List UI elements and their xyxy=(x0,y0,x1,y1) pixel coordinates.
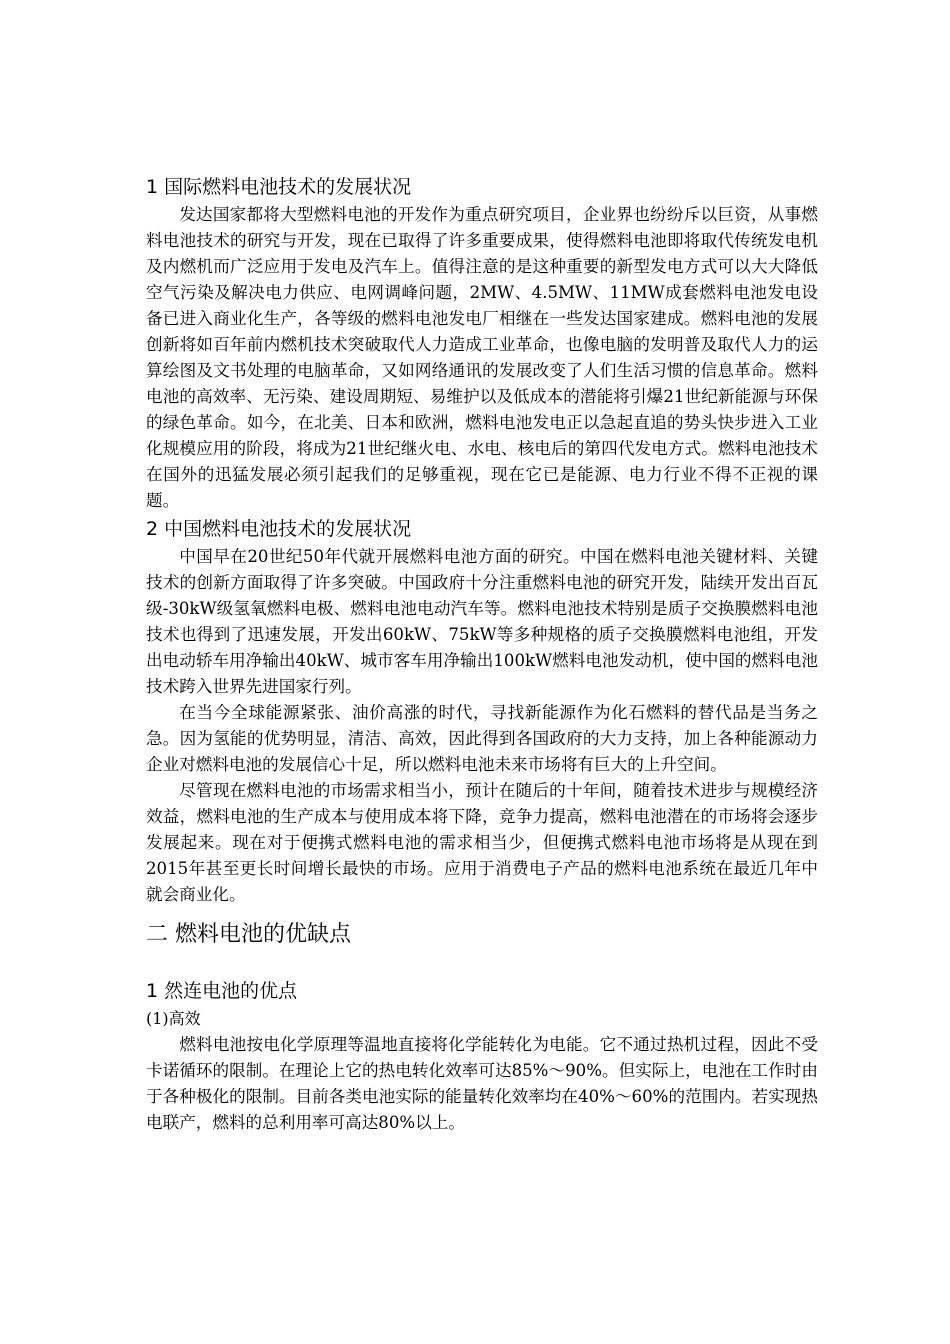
paragraph: 在当今全球能源紧张、油价高涨的时代，寻找新能源作为化石燃料的替代品是当务之急。因为氢能的优势明显，清洁、高效，因此得到各国政府的大力支持，加上各种能源动力企业对燃料电池的发展信心十足，所以燃料电池未来市场将有巨大的上升空间。 xyxy=(146,703,818,774)
chapter-heading-pros-cons: 二 燃料电池的优缺点 xyxy=(146,922,351,947)
section-heading-international: 1 国际燃料电池技术的发展状况 xyxy=(146,176,412,198)
document-page xyxy=(146,172,818,1136)
section-heading-advantages: 1 然连电池的优点 xyxy=(146,980,298,1002)
item-label-efficiency: (1)高效 xyxy=(146,1009,201,1028)
paragraph: 中国早在20世纪50年代就开展燃料电池方面的研究。中国在燃料电池关键材料、关键技术的创新方面取得了许多突破。中国政府十分注重燃料电池的研究开发，陆续开发出百瓦级-30kW级氢氧燃料电极、燃料电池电动汽车等。燃料电池技术特别是质子交换膜燃料电池技术也得到了迅速发展，开发出60kW、75kW等多种规格的质子交换膜燃料电池组，开发出电动轿车用净输出40kW、城市客车用净输出100kW燃料电池发动机，使中国的燃料电池技术跨入世界先进国家行列。 xyxy=(146,547,818,696)
paragraph: 燃料电池按电化学原理等温地直接将化学能转化为电能。它不通过热机过程，因此不受卡诺循环的限制。在理论上它的热电转化效率可达85%～90%。但实际上，电池在工作时由于各种极化的限制。目前各类电池实际的能量转化效率均在40%～60%的范围内。若实现热电联产，燃料的总利用率可高达80%以上。 xyxy=(146,1035,818,1132)
paragraph: 尽管现在燃料电池的市场需求相当小，预计在随后的十年间，随着技术进步与规模经济效益，燃料电池的生产成本与使用成本将下降，竞争力提高，燃料电池潜在的市场将会逐步发展起来。现在对于便携式燃料电池的需求相当少，但便携式燃料电池市场将是从现在到2015年甚至更长时间增长最快的市场。应用于消费电子产品的燃料电池系统在最近几年中就会商业化。 xyxy=(146,781,818,904)
paragraph: 发达国家都将大型燃料电池的开发作为重点研究项目，企业界也纷纷斥以巨资，从事燃料电池技术的研究与开发，现在已取得了许多重要成果，使得燃料电池即将取代传统发电机及内燃机而广泛应用于发电及汽车上。值得注意的是这种重要的新型发电方式可以大大降低空气污染及解决电力供应、电网调峰问题，2MW、4.5MW、11MW成套燃料电池发电设备已进入商业化生产，各等级的燃料电池发电厂相继在一些发达国家建成。燃料电池的发展创新将如百年前内燃机技术突破取代人力造成工业革命，也像电脑的发明普及取代人力的运算绘图及文书处理的电脑革命，又如网络通讯的发展改变了人们生活习惯的信息革命。燃料电池的高效率、无污染、建设周期短、易维护以及低成本的潜能将引爆21世纪新能源与环保的绿色革命。如今，在北美、日本和欧洲，燃料电池发电正以急起直追的势头快步进入工业化规模应用的阶段，将成为21世纪继火电、水电、核电后的第四代发电方式。燃料电池技术在国外的迅猛发展必须引起我们的足够重视，现在它已是能源、电力行业不得不正视的课题。 xyxy=(146,205,818,510)
section-heading-china: 2 中国燃料电池技术的发展状况 xyxy=(146,518,412,540)
